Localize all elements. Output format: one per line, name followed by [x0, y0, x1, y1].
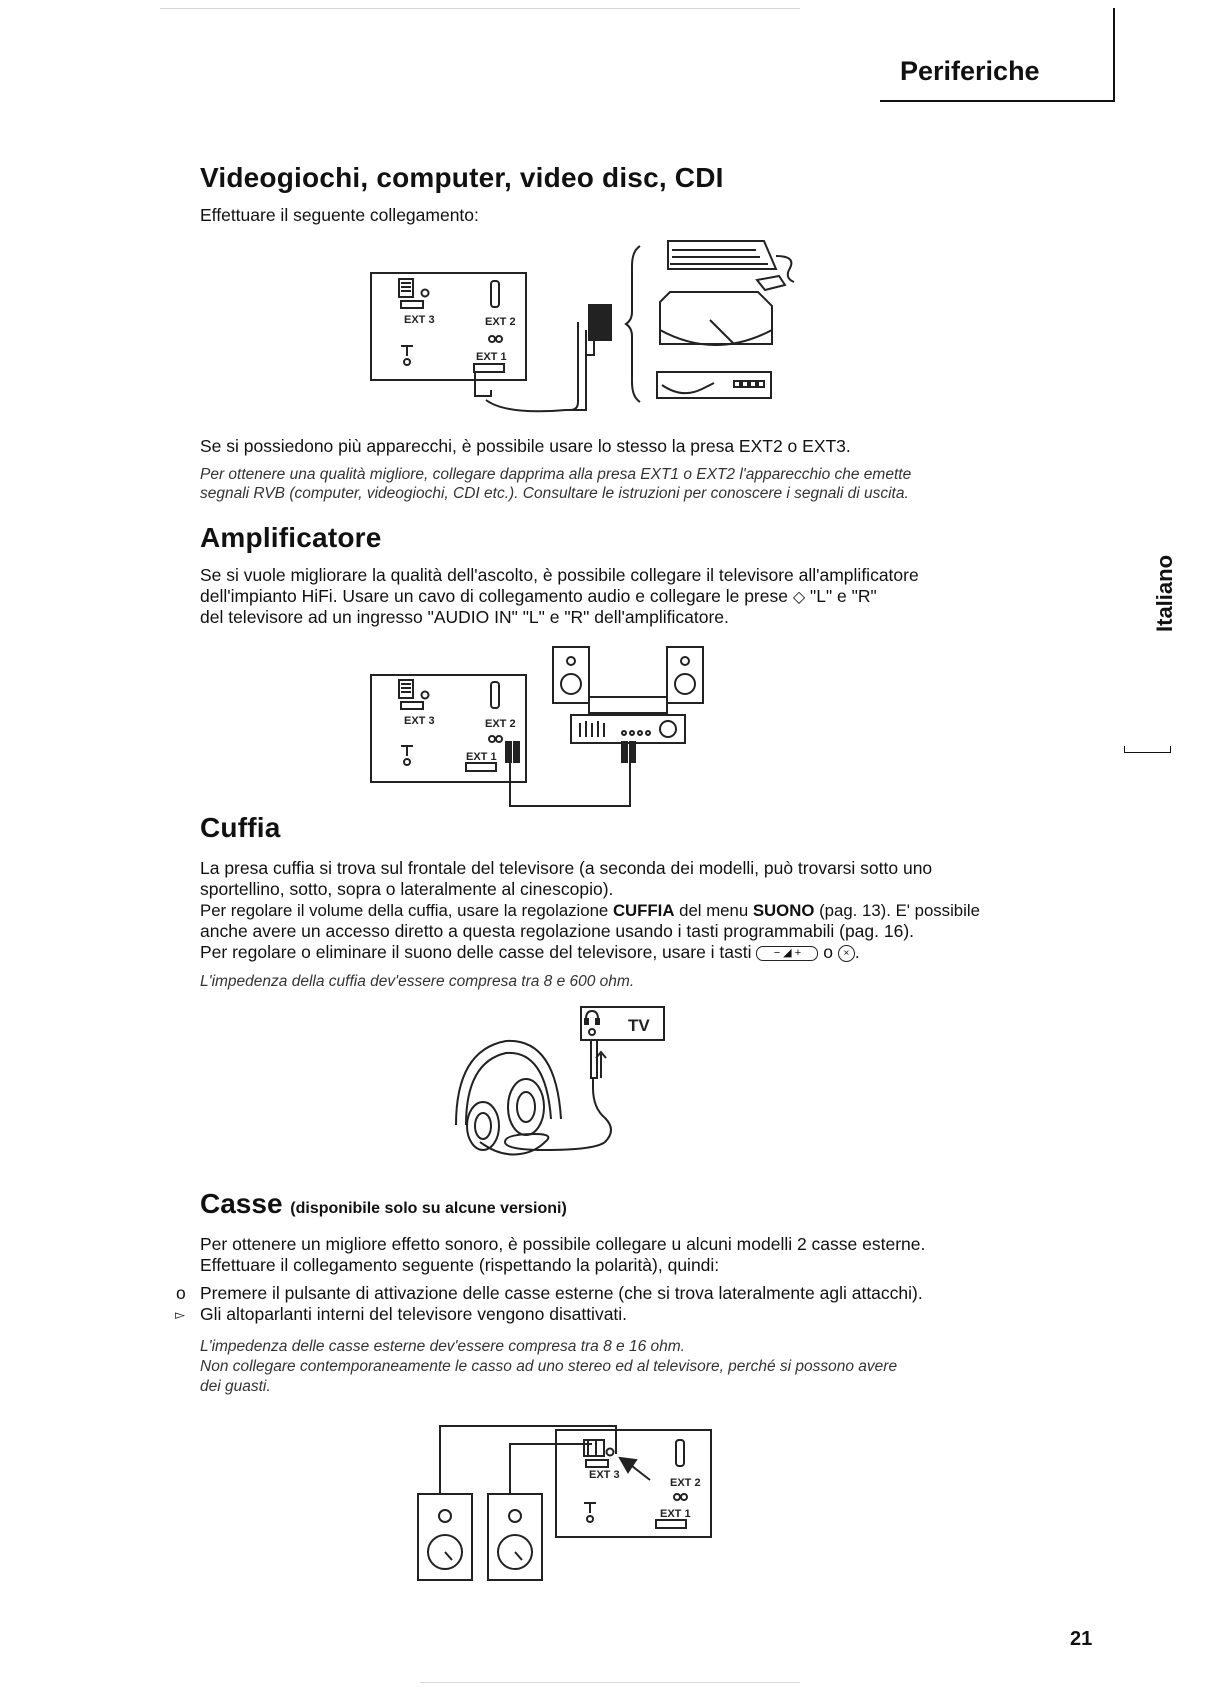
amplificatore-line-3: del televisore ad un ingresso "AUDIO IN" "L" e "R" dell'amplificatore.	[200, 607, 729, 627]
videogiochi-note: Se si possiedono più apparecchi, è possibile usare lo stesso la presa EXT2 o EXT3.	[200, 436, 851, 456]
page-section-title: Periferiche	[900, 56, 1040, 86]
page-number: 21	[1070, 1628, 1093, 1650]
cuffia-line-1: La presa cuffia si trova sul frontale del televisore (a seconda dei modelli, può trovarsi sotto uno	[200, 858, 933, 878]
amplificatore-line-1: Se si vuole migliorare la qualità dell'ascolto, è possibile collegare il televisore all'amplificatore	[200, 565, 919, 585]
casse-italic-3: dei guasti.	[200, 1378, 271, 1395]
cuffia-line-3: Per regolare il volume della cuffia, usare la regolazione CUFFIA del menu SUONO (pag. 13). E' possibile	[200, 901, 980, 920]
cuffia-italic: L'impedenza della cuffia dev'essere compresa tra 8 e 600 ohm.	[200, 973, 635, 990]
videogiochi-italic-1: Per ottenere una qualità migliore, collegare dapprima alla presa EXT1 o EXT2 l'apparecchio che emette	[200, 466, 912, 483]
videogiochi-italic-2: segnali RVB (computer, videogiochi, CDI etc.). Consultare le istruzioni per conoscere i segnali di uscita.	[200, 485, 909, 502]
section-title-cuffia: Cuffia	[200, 812, 281, 843]
keyword-cuffia: CUFFIA	[612, 901, 675, 920]
ext1-label-3: EXT 1	[660, 1508, 691, 1520]
language-tab: Italiano	[1152, 554, 1177, 632]
casse-italic-2: Non collegare contemporaneamente le casso ad uno stereo ed al televisore, perché si possono avere	[200, 1358, 898, 1375]
cuffia-line-2: sportellino, sotto, sopra o lateralmente al cinescopio).	[200, 879, 614, 899]
casse-bullet-2-marker: ▻	[175, 1307, 185, 1322]
ext1-label: EXT 1	[476, 351, 507, 363]
casse-bullet-1-marker: o	[176, 1283, 186, 1303]
section-title-videogiochi: Videogiochi, computer, video disc, CDI	[200, 162, 724, 193]
ext3-label-3: EXT 3	[589, 1469, 620, 1481]
videogiochi-intro: Effettuare il seguente collegamento:	[200, 205, 479, 225]
ext1-label-2: EXT 1	[466, 751, 497, 763]
ext2-label-2: EXT 2	[485, 718, 516, 730]
audio-socket-icon: ◇	[792, 589, 806, 606]
casse-bullet-1: Premere il pulsante di attivazione delle casse esterne (che si trova lateralmente agli attacchi).	[200, 1283, 923, 1303]
section-title-casse: Casse (disponibile solo su alcune versioni)	[200, 1188, 567, 1219]
volume-keys-icon: − ◢ +	[756, 946, 818, 961]
ext3-label: EXT 3	[404, 314, 435, 326]
casse-subtitle: (disponibile solo su alcune versioni)	[290, 1200, 567, 1217]
ext2-label-3: EXT 2	[670, 1477, 701, 1489]
section-title-amplificatore: Amplificatore	[200, 522, 382, 553]
casse-line-2: Effettuare il collegamento seguente (rispettando la polarità), quindi:	[200, 1255, 720, 1275]
casse-bullet-2: Gli altoparlanti interni del televisore vengono disattivati.	[200, 1304, 628, 1324]
cuffia-line-5: Per regolare o eliminare il suono delle casse del televisore, usare i tasti − ◢ + o × .	[200, 942, 860, 962]
amplificatore-line-2: dell'impianto HiFi. Usare un cavo di collegamento audio e collegare le prese ◇ "L" e "R"	[200, 586, 877, 606]
ext3-label-2: EXT 3	[404, 715, 435, 727]
mute-key-icon: ×	[838, 945, 855, 962]
ext2-label: EXT 2	[485, 316, 516, 328]
keyword-suono: SUONO	[752, 901, 815, 920]
scan-artifact-bottom	[420, 1682, 800, 1683]
tv-label: TV	[628, 1016, 650, 1035]
casse-italic-1: L'impedenza delle casse esterne dev'essere compresa tra 8 e 16 ohm.	[200, 1338, 685, 1355]
casse-line-1: Per ottenere un migliore effetto sonoro, è possibile collegare u alcuni modelli 2 casse esterne.	[200, 1234, 926, 1254]
cuffia-line-4: anche avere un accesso diretto a questa regolazione usando i tasti programmabili (pag. 16).	[200, 921, 915, 941]
